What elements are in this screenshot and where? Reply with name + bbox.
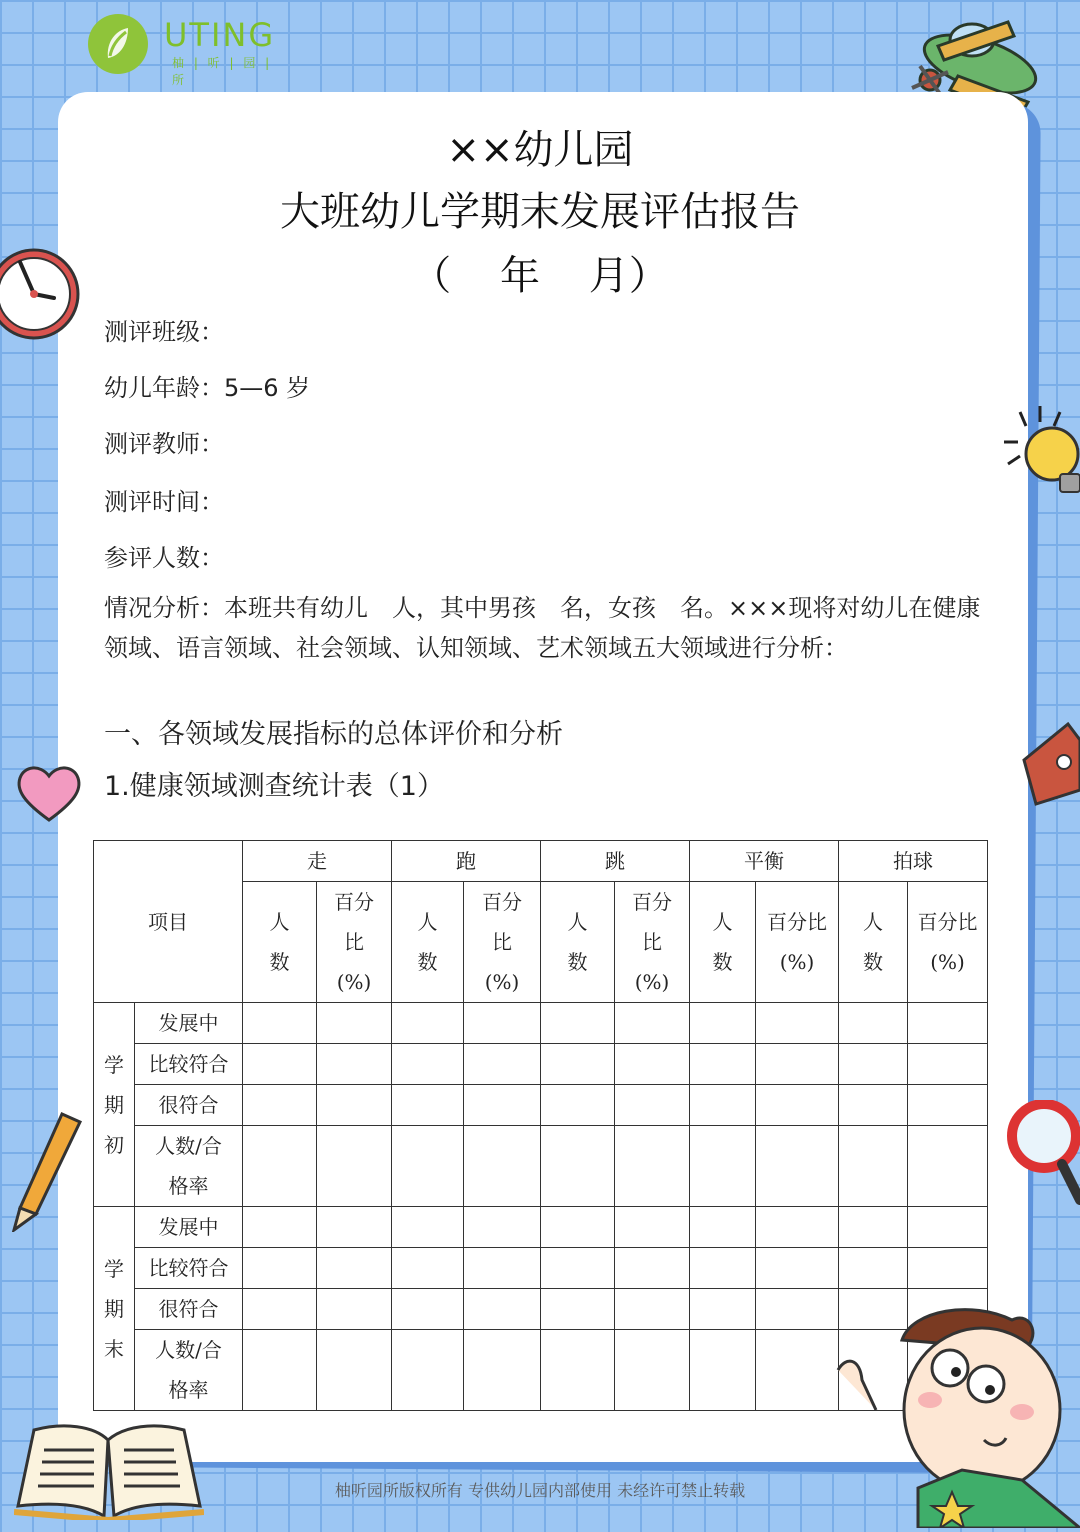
activity-header-jump: 跳 — [541, 841, 690, 882]
table-cell — [464, 1126, 541, 1207]
table-cell — [541, 1248, 615, 1289]
leaf-logo-icon — [88, 14, 148, 74]
table-cell — [908, 1003, 988, 1044]
count-header: 人数 — [690, 882, 756, 1003]
table-cell — [690, 1003, 756, 1044]
activity-header-walk: 走 — [243, 841, 392, 882]
table-cell — [839, 1207, 908, 1248]
table-cell — [243, 1085, 317, 1126]
age-label: 幼儿年龄：5—6 岁 — [104, 374, 311, 402]
pencil-icon — [6, 1108, 86, 1236]
percent-header: 百分比(%) — [756, 882, 839, 1003]
table-cell — [464, 1248, 541, 1289]
table-cell — [392, 1126, 464, 1207]
table-cell — [317, 1003, 392, 1044]
table-cell — [690, 1330, 756, 1411]
table-cell — [243, 1207, 317, 1248]
table-cell — [464, 1044, 541, 1085]
activity-header-run: 跑 — [392, 841, 541, 882]
table-cell — [464, 1330, 541, 1411]
teacher-label: 测评教师： — [104, 430, 224, 458]
table-cell — [392, 1003, 464, 1044]
row-label: 人数/合格率 — [135, 1126, 243, 1207]
activity-header-ball: 拍球 — [839, 841, 988, 882]
table-cell — [317, 1248, 392, 1289]
count-header: 人数 — [839, 882, 908, 1003]
table-caption: 1.健康领域测查统计表（1） — [104, 771, 444, 802]
table-cell — [615, 1085, 690, 1126]
table-cell — [908, 1207, 988, 1248]
table-cell — [317, 1126, 392, 1207]
table-cell — [317, 1044, 392, 1085]
table-cell — [317, 1289, 392, 1330]
table-cell — [392, 1248, 464, 1289]
table-cell — [615, 1248, 690, 1289]
percent-header: 百分比(%) — [464, 882, 541, 1003]
table-cell — [615, 1044, 690, 1085]
table-cell — [541, 1085, 615, 1126]
table-cell — [464, 1207, 541, 1248]
row-label: 比较符合 — [135, 1044, 243, 1085]
table-cell — [908, 1248, 988, 1289]
table-cell — [839, 1126, 908, 1207]
brand-name: UTING — [164, 16, 276, 54]
table-cell — [541, 1126, 615, 1207]
table-cell — [690, 1085, 756, 1126]
table-cell — [541, 1289, 615, 1330]
table-cell — [756, 1289, 839, 1330]
row-label: 发展中 — [135, 1003, 243, 1044]
table-cell — [464, 1289, 541, 1330]
table-cell — [243, 1044, 317, 1085]
row-label: 很符合 — [135, 1085, 243, 1126]
table-cell — [392, 1085, 464, 1126]
book-icon — [14, 1416, 204, 1524]
table-cell — [839, 1044, 908, 1085]
percent-header: 百分比(%) — [908, 882, 988, 1003]
row-label: 很符合 — [135, 1289, 243, 1330]
row-label: 发展中 — [135, 1207, 243, 1248]
item-header: 项目 — [94, 841, 243, 1003]
table-cell — [756, 1330, 839, 1411]
table-cell — [243, 1126, 317, 1207]
table-cell — [392, 1289, 464, 1330]
table-cell — [243, 1003, 317, 1044]
table-cell — [756, 1085, 839, 1126]
period-label-start: 学期初 — [94, 1003, 135, 1207]
table-cell — [392, 1207, 464, 1248]
activity-header-balance: 平衡 — [690, 841, 839, 882]
table-cell — [615, 1003, 690, 1044]
table-cell — [392, 1044, 464, 1085]
analysis-paragraph: 情况分析：本班共有幼儿 人，其中男孩 名，女孩 名。×××现将对幼儿在健康领域、语言领域、社会领域、认知领域、艺术领域五大领域进行分析： — [104, 594, 981, 662]
table-cell — [243, 1248, 317, 1289]
magnifier-icon — [1000, 1100, 1080, 1214]
table-cell — [243, 1289, 317, 1330]
table-cell — [839, 1085, 908, 1126]
table-cell — [317, 1085, 392, 1126]
pencil-sharpener-icon — [1018, 720, 1080, 810]
class-label: 测评班级： — [104, 318, 224, 346]
document-title-line1: ××幼儿园 — [446, 127, 634, 173]
table-cell — [541, 1207, 615, 1248]
table-cell — [756, 1207, 839, 1248]
table-cell — [541, 1044, 615, 1085]
participant-count-label: 参评人数： — [104, 544, 224, 572]
document-title-line2: 大班幼儿学期末发展评估报告 — [280, 189, 800, 235]
table-cell — [690, 1289, 756, 1330]
brand-logo — [88, 14, 288, 87]
percent-header: 百分比(%) — [615, 882, 690, 1003]
percent-header: 百分比(%) — [317, 882, 392, 1003]
count-header: 人数 — [243, 882, 317, 1003]
table-cell — [464, 1085, 541, 1126]
time-label: 测评时间： — [104, 488, 224, 516]
document-title-date: （ 年 月） — [411, 253, 669, 299]
brand-subtitle: 柚 | 听 | 园 | 所 — [172, 56, 273, 87]
lightbulb-icon — [1000, 402, 1080, 506]
table-cell — [392, 1330, 464, 1411]
table-cell — [756, 1044, 839, 1085]
table-cell — [839, 1003, 908, 1044]
table-cell — [243, 1330, 317, 1411]
count-header: 人数 — [541, 882, 615, 1003]
table-cell — [756, 1248, 839, 1289]
table-cell — [541, 1003, 615, 1044]
period-label-end: 学期末 — [94, 1207, 135, 1411]
table-cell — [690, 1126, 756, 1207]
table-cell — [615, 1207, 690, 1248]
table-cell — [756, 1126, 839, 1207]
table-cell — [541, 1330, 615, 1411]
table-cell — [690, 1207, 756, 1248]
table-cell — [317, 1207, 392, 1248]
table-cell — [908, 1085, 988, 1126]
table-cell — [317, 1330, 392, 1411]
row-label: 比较符合 — [135, 1248, 243, 1289]
table-cell — [839, 1248, 908, 1289]
table-cell — [908, 1044, 988, 1085]
row-label: 人数/合格率 — [135, 1330, 243, 1411]
table-cell — [615, 1289, 690, 1330]
table-cell — [464, 1003, 541, 1044]
table-cell — [690, 1248, 756, 1289]
heart-icon — [14, 762, 84, 828]
table-cell — [690, 1044, 756, 1085]
section-heading: 一、各领域发展指标的总体评价和分析 — [104, 719, 563, 750]
table-cell — [615, 1330, 690, 1411]
table-cell — [756, 1003, 839, 1044]
table-cell — [615, 1126, 690, 1207]
copyright-footer: 柚听园所版权所有 专供幼儿园内部使用 未经许可禁止转载 — [334, 1481, 746, 1500]
table-cell — [908, 1126, 988, 1207]
count-header: 人数 — [392, 882, 464, 1003]
